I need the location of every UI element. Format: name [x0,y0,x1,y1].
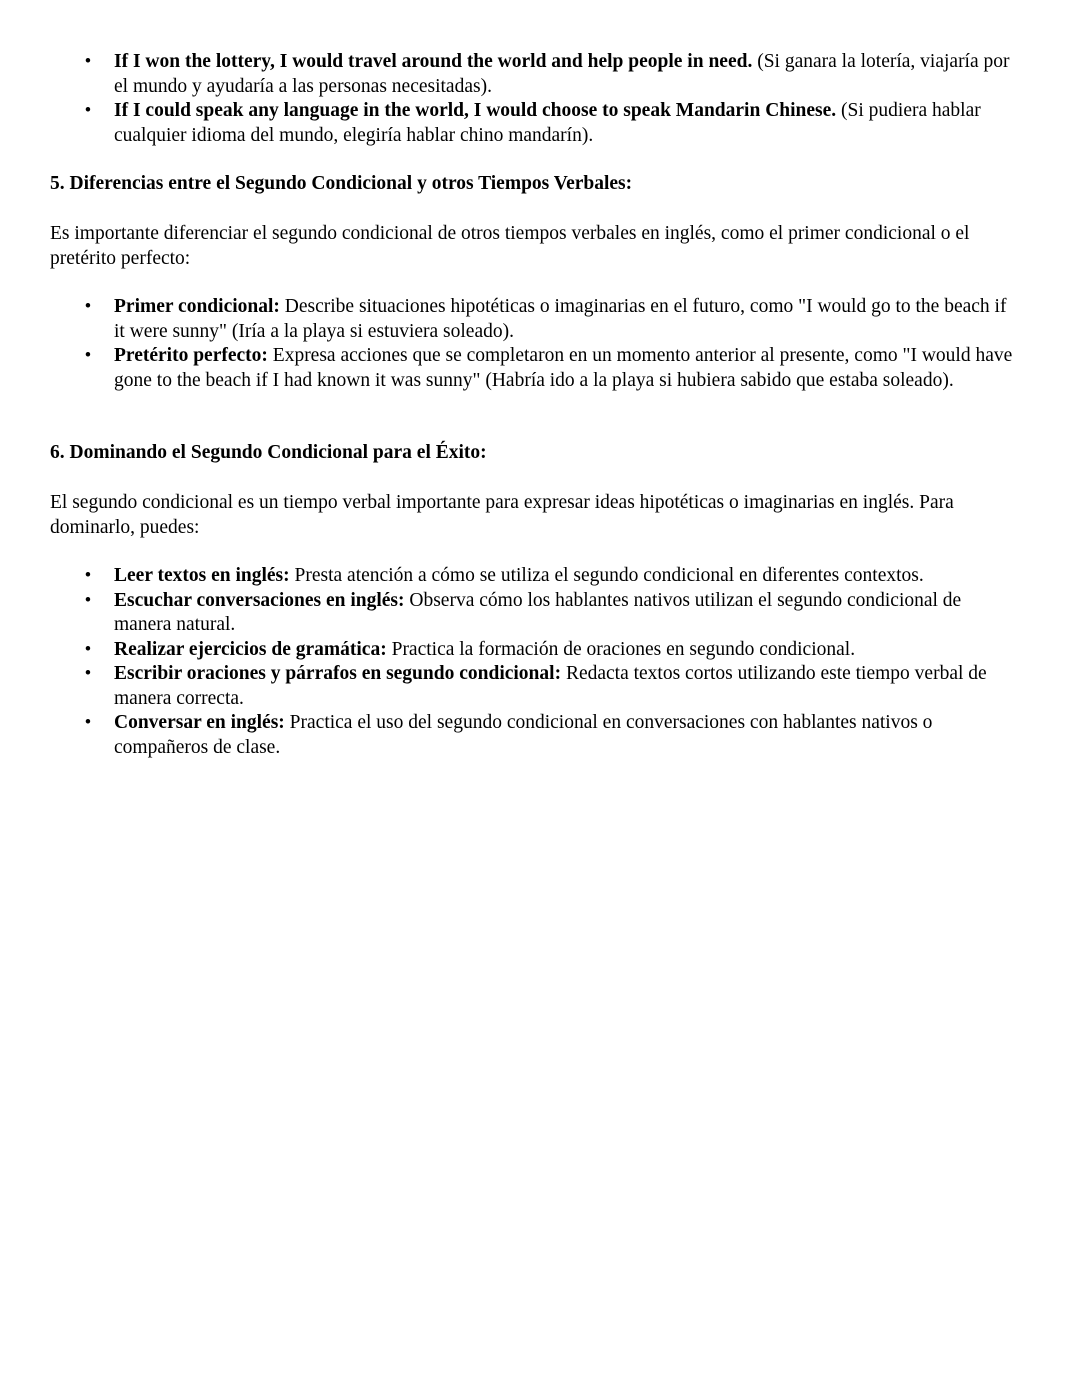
example-sentence: If I could speak any language in the world, I would choose to speak Mandarin Chinese. [114,100,837,121]
section-6-list [0,564,1014,760]
bullet-icon: • [84,296,92,317]
list-item-description: Expresa acciones que se completaron en un momento anterior al presente, como "I would have gone to the beach if I had known it was sunny" (Habría ido a la playa si hubiera sabido que estaba soleado). [114,345,1013,391]
bullet-icon: • [84,589,92,611]
list-item [0,344,1014,393]
example-translation: (Si ganara la lotería, viajaría por el mundo y ayudaría a las personas necesitadas). [114,51,1010,97]
list-item [0,295,1014,344]
list-item-term: Leer textos en inglés: [114,565,290,586]
section-5-list [0,295,1014,393]
list-item-description: Presta atención a cómo se utiliza el segundo condicional en diferentes contextos. [289,565,924,586]
list-item-term: Realizar ejercicios de gramática: [114,638,387,660]
section-5-heading: 5. Diferencias entre el Segundo Condicional y otros Tiempos Verbales: [50,173,633,194]
list-item [0,638,1014,663]
list-item [0,99,1014,148]
list-item [0,589,1014,638]
list-item-description: Redacta textos cortos utilizando este tiempo verbal de manera correcta. [114,663,987,709]
example-sentence: If I won the lottery, I would travel around the world and help people in need. [114,51,753,72]
list-item [0,662,1014,711]
list-item-description: Practica la formación de oraciones en segundo condicional. [386,638,856,660]
list-item-term: Escribir oraciones y párrafos en segundo condicional: [114,663,562,684]
bullet-icon: • [84,345,92,366]
list-item-term: Escuchar conversaciones en inglés: [114,589,405,611]
section-5-intro: Es importante diferenciar el segundo condicional de otros tiempos verbales en inglés, como el primer condicional o el pretérito perfecto: [50,223,970,269]
examples-list [0,50,1014,148]
list-item-term: Conversar en inglés: [114,712,285,733]
list-item-description: Practica el uso del segundo condicional en conversaciones con hablantes nativos o compañeros de clase. [114,712,933,758]
bullet-icon: • [84,51,92,72]
bullet-icon: • [84,663,92,684]
list-item-term: Primer condicional: [114,296,280,317]
section-6-intro: El segundo condicional es un tiempo verbal importante para expresar ideas hipotéticas o imaginarias en inglés. Para dominarlo, puedes: [50,492,954,538]
list-item [0,711,1014,760]
bullet-icon: • [84,638,92,660]
list-item [0,50,1014,99]
list-item-term: Pretérito perfecto: [114,345,268,366]
example-translation: (Si pudiera hablar cualquier idioma del mundo, elegiría hablar chino mandarín). [114,100,981,146]
list-item-description: Describe situaciones hipotéticas o imaginarias en el futuro, como "I would go to the beach if it were sunny" (Iría a la playa si estuviera soleado). [114,296,1007,342]
bullet-icon: • [84,100,92,121]
list-item-description: Observa cómo los hablantes nativos utilizan el segundo condicional de manera natural. [114,589,962,635]
bullet-icon: • [84,712,92,733]
list-item [0,564,1014,589]
bullet-icon: • [84,565,92,586]
section-6-heading: 6. Dominando el Segundo Condicional para el Éxito: [50,442,487,463]
